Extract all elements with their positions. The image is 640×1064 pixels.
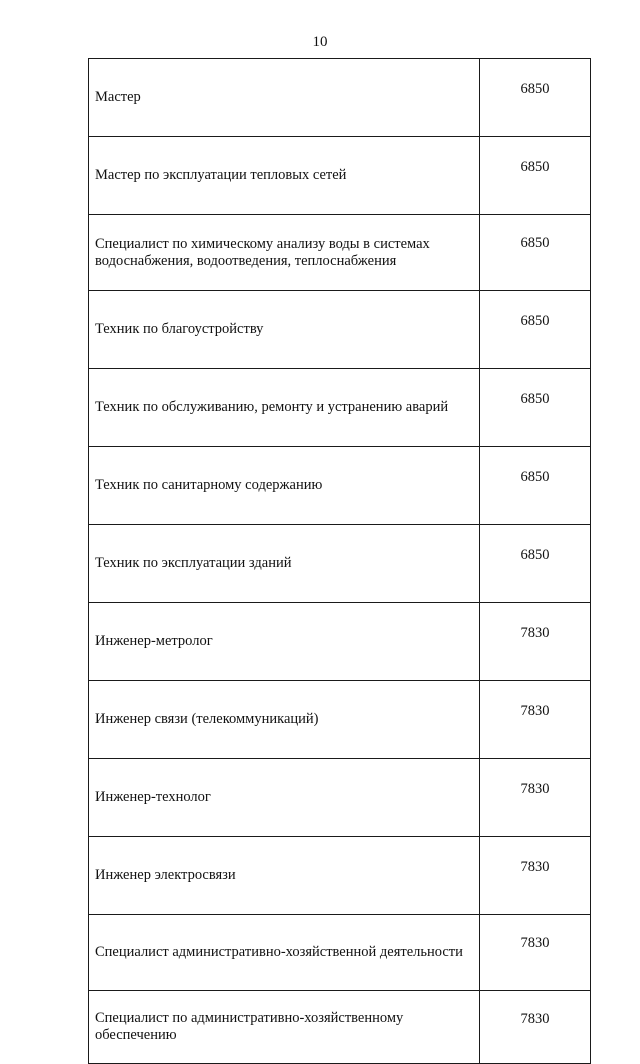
- table-row: [89, 369, 591, 447]
- salary-table: [88, 58, 591, 1064]
- position-value: 7830: [480, 915, 591, 991]
- position-name: Специалист по административно-хозяйственному обеспечению: [89, 991, 480, 1064]
- position-name: Инженер-метролог: [89, 603, 480, 681]
- position-value: 7830: [480, 837, 591, 915]
- table-row: [89, 137, 591, 215]
- position-value: 6850: [480, 137, 591, 215]
- position-name: Инженер связи (телекоммуникаций): [89, 681, 480, 759]
- position-name: Специалист административно-хозяйственной деятельности: [89, 915, 480, 991]
- table-row: [89, 215, 591, 291]
- position-value: 6850: [480, 291, 591, 369]
- position-value: 6850: [480, 59, 591, 137]
- position-value: 7830: [480, 681, 591, 759]
- table-row: [89, 915, 591, 991]
- position-name: Мастер: [89, 59, 480, 137]
- position-name: Специалист по химическому анализу воды в системах водоснабжения, водоотведения, теплоснабжения: [89, 215, 480, 291]
- position-value: 6850: [480, 447, 591, 525]
- position-value: 6850: [480, 215, 591, 291]
- position-value: 6850: [480, 369, 591, 447]
- table-row: [89, 681, 591, 759]
- position-value: 6850: [480, 525, 591, 603]
- position-name: Техник по благоустройству: [89, 291, 480, 369]
- position-name: Техник по санитарному содержанию: [89, 447, 480, 525]
- table-row: [89, 603, 591, 681]
- position-name: Техник по эксплуатации зданий: [89, 525, 480, 603]
- position-value: 7830: [480, 759, 591, 837]
- table-row: [89, 837, 591, 915]
- table-row: [89, 291, 591, 369]
- position-name: Инженер электросвязи: [89, 837, 480, 915]
- position-value: 7830: [480, 603, 591, 681]
- position-name: Техник по обслуживанию, ремонту и устранению аварий: [89, 369, 480, 447]
- table-row: [89, 525, 591, 603]
- position-value: 7830: [480, 991, 591, 1064]
- position-name: Инженер-технолог: [89, 759, 480, 837]
- page-number: 10: [312, 34, 328, 50]
- table-row: [89, 447, 591, 525]
- table-row: [89, 991, 591, 1064]
- table-row: [89, 759, 591, 837]
- table-row: [89, 59, 591, 137]
- position-name: Мастер по эксплуатации тепловых сетей: [89, 137, 480, 215]
